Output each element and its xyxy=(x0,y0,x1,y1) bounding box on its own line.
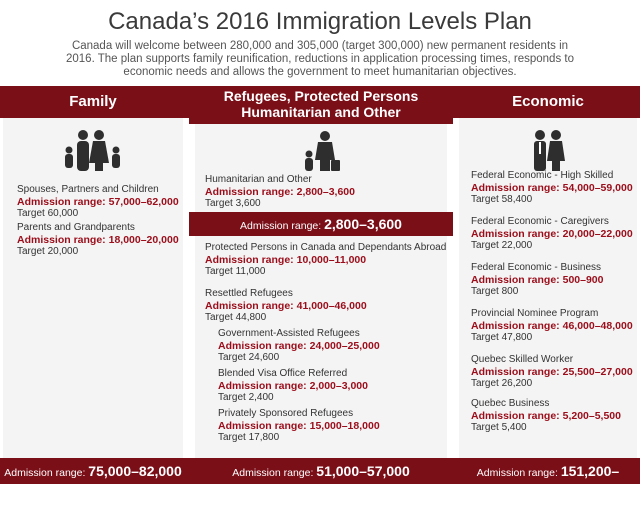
entry-target: Target 47,800 xyxy=(471,332,533,343)
entry-name: Parents and Grandparents xyxy=(17,222,135,233)
refugee-heading-line1: Refugees, Protected Persons xyxy=(223,88,419,104)
footer-value: 75,000–82,000 xyxy=(88,463,182,479)
economic-entry-pnp xyxy=(471,308,633,344)
family-heading: Family xyxy=(0,86,189,118)
refugee-entry-protected xyxy=(205,242,446,278)
entry-range: Admission range: 2,000–3,000 xyxy=(218,380,368,392)
entry-name: Spouses, Partners and Children xyxy=(17,184,159,195)
economic-entry-caregivers xyxy=(471,216,633,252)
entry-range: Admission range: 15,000–18,000 xyxy=(218,420,380,432)
band-value: 2,800–3,600 xyxy=(324,216,402,232)
family-column xyxy=(3,86,183,484)
entry-target: Target 60,000 xyxy=(17,208,79,219)
refugee-entry-resettled xyxy=(205,288,367,324)
entry-target: Target 5,400 xyxy=(471,422,527,433)
entry-name: Humanitarian and Other xyxy=(205,174,312,185)
family-entry-spouses xyxy=(17,184,179,220)
entry-range: Admission range: 5,200–5,500 xyxy=(471,410,621,422)
humanitarian-range-band xyxy=(189,212,453,236)
page-title: Canada’s 2016 Immigration Levels Plan xyxy=(108,8,532,35)
entry-target: Target 800 xyxy=(471,286,519,297)
economic-entry-quebec-business xyxy=(471,398,621,434)
entry-name: Blended Visa Office Referred xyxy=(218,368,348,379)
refugee-heading xyxy=(189,86,453,124)
entry-range: Admission range: 54,000–59,000 xyxy=(471,182,633,194)
entry-range: Admission range: 2,800–3,600 xyxy=(205,186,355,198)
family-entry-parents xyxy=(17,222,179,258)
entry-target: Target 2,400 xyxy=(218,392,274,403)
entry-target: Target 3,600 xyxy=(205,198,261,209)
refugee-entry-humanitarian xyxy=(205,174,355,210)
entry-target: Target 26,200 xyxy=(471,378,533,389)
entry-name: Privately Sponsored Refugees xyxy=(218,408,354,419)
refugee-family-icon xyxy=(195,130,447,172)
entry-range: Admission range: 25,500–27,000 xyxy=(471,366,633,378)
footer-label: Admission range: xyxy=(232,467,314,479)
refugee-heading-line2: Humanitarian and Other xyxy=(241,104,401,120)
footer-value: 151,200–162,400 xyxy=(522,463,620,507)
entry-range: Admission range: 10,000–11,000 xyxy=(205,254,367,266)
entry-name: Protected Persons in Canada and Dependants Abroad xyxy=(205,242,447,253)
couple-icon xyxy=(459,128,637,172)
entry-target: Target 44,800 xyxy=(205,312,267,323)
page-subtitle: Canada will welcome between 280,000 and 305,000 (target 300,000) new permanent residents in 2016. The plan supports family reunification, reductions in application processing times, responds to economic needs and allows the government to meet humanitarian objectives. xyxy=(66,40,574,78)
refugee-column xyxy=(195,86,447,484)
entry-range: Admission range: 18,000–20,000 xyxy=(17,234,179,246)
entry-target: Target 11,000 xyxy=(205,266,266,277)
entry-name: Quebec Business xyxy=(471,398,550,409)
entry-range: Admission range: 20,000–22,000 xyxy=(471,228,633,240)
family-footer xyxy=(0,458,189,484)
refugee-subentry-blended xyxy=(218,368,368,404)
entry-name: Resettled Refugees xyxy=(205,288,293,299)
footer-value: 51,000–57,000 xyxy=(316,463,410,479)
refugee-subentry-government xyxy=(218,328,380,364)
economic-heading: Economic xyxy=(453,86,640,118)
footer-label: Admission range: xyxy=(476,467,558,479)
economic-entry-high-skilled xyxy=(471,170,633,206)
economic-entry-quebec-skilled xyxy=(471,354,633,390)
entry-name: Federal Economic - Caregivers xyxy=(471,216,609,227)
economic-column xyxy=(459,86,637,507)
entry-range: Admission range: 24,000–25,000 xyxy=(218,340,380,352)
entry-range: Admission range: 57,000–62,000 xyxy=(17,196,179,208)
entry-target: Target 58,400 xyxy=(471,194,533,205)
entry-name: Federal Economic - High Skilled xyxy=(471,170,614,181)
entry-target: Target 24,600 xyxy=(218,352,280,363)
band-label: Admission range: xyxy=(240,220,322,232)
family-icon xyxy=(3,128,183,172)
entry-range: Admission range: 46,000–48,000 xyxy=(471,320,633,332)
entry-range: Admission range: 500–900 xyxy=(471,274,604,286)
entry-name: Federal Economic - Business xyxy=(471,262,602,273)
refugee-subentry-private xyxy=(218,408,380,444)
entry-name: Quebec Skilled Worker xyxy=(471,354,574,365)
entry-target: Target 17,800 xyxy=(218,432,280,443)
economic-footer xyxy=(453,458,640,507)
entry-target: Target 20,000 xyxy=(17,246,79,257)
entry-name: Provincial Nominee Program xyxy=(471,308,599,319)
footer-label: Admission range: xyxy=(4,467,86,479)
entry-target: Target 22,000 xyxy=(471,240,533,251)
refugee-footer xyxy=(189,458,453,484)
economic-entry-business xyxy=(471,262,603,298)
entry-range: Admission range: 41,000–46,000 xyxy=(205,300,367,312)
entry-name: Government-Assisted Refugees xyxy=(218,328,360,339)
